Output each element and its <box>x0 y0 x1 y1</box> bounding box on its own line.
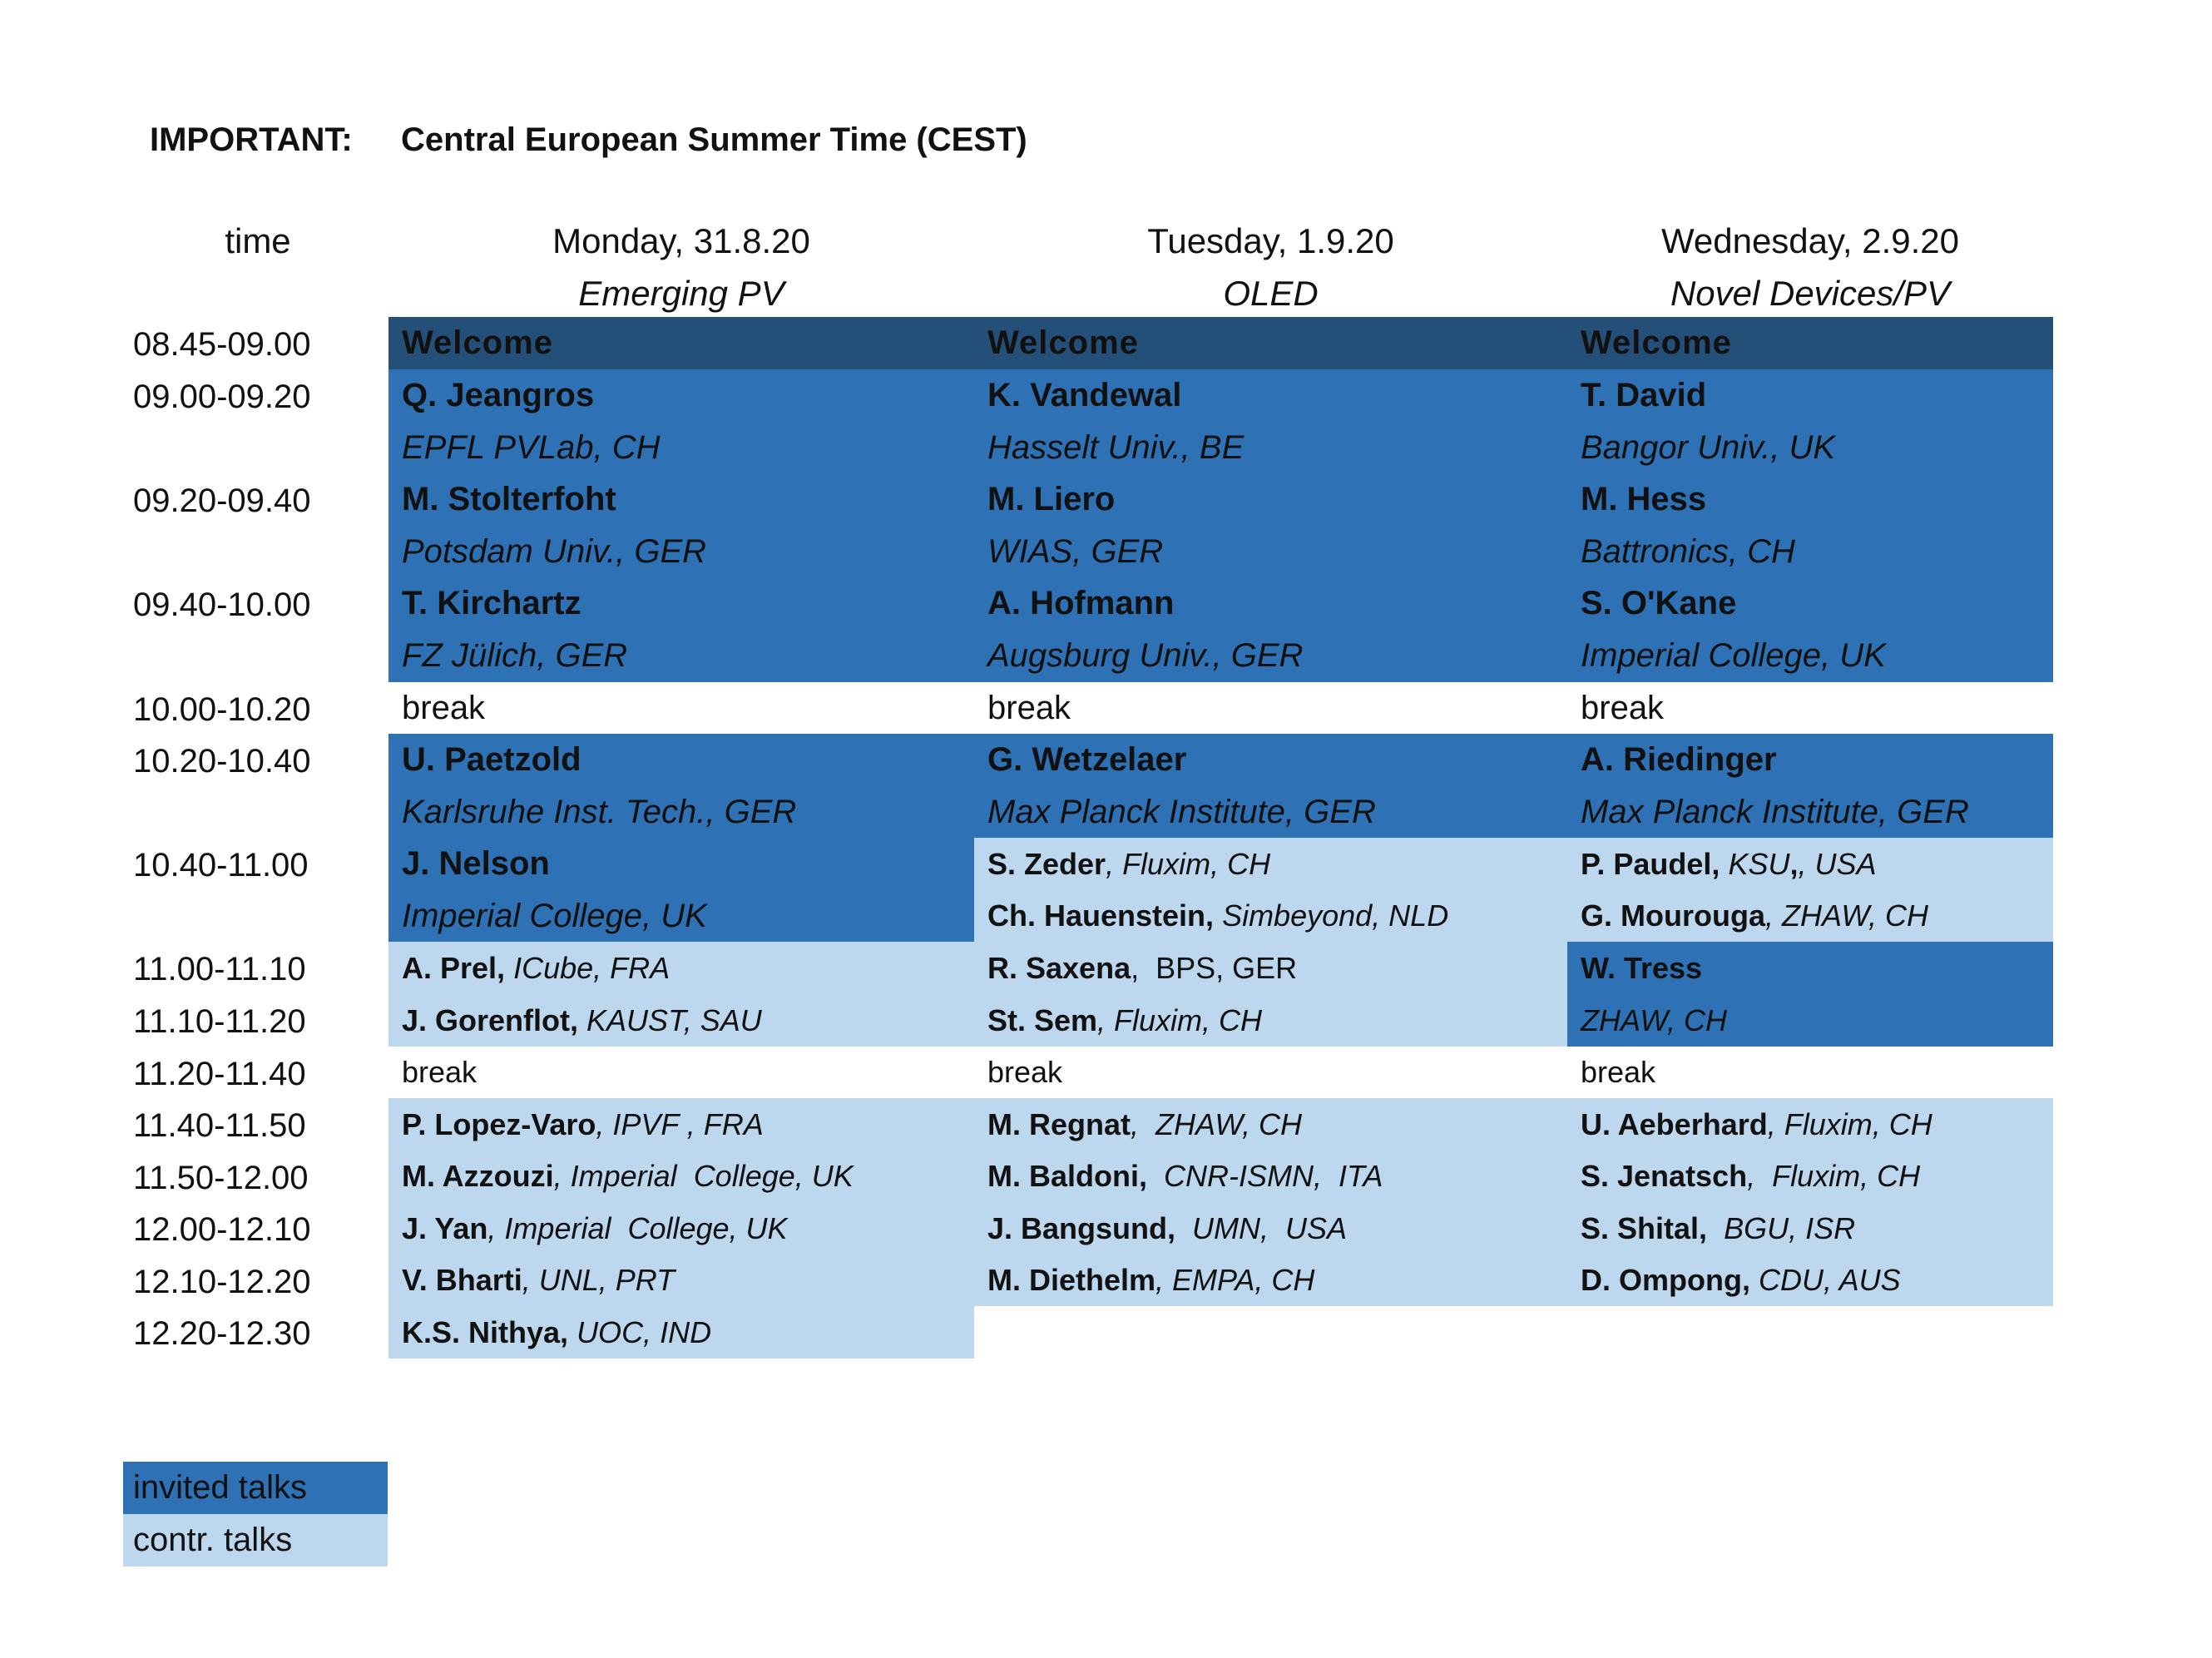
invited-speaker-name <box>974 734 1567 786</box>
speaker-name: D. Ompong, <box>1581 1263 1750 1297</box>
time-slot: 10.20-10.40 <box>133 743 311 780</box>
invited-speaker-affiliation <box>1567 786 2053 838</box>
tuesday-theme: OLED <box>1223 274 1319 313</box>
time-slot: 12.10-12.20 <box>133 1264 311 1300</box>
monday-theme: Emerging PV <box>578 274 784 313</box>
session-welcome <box>974 317 1567 369</box>
speaker-name: M. Liero <box>987 481 1116 517</box>
contributed-talk <box>974 890 1567 942</box>
speaker-name: A. Hofmann <box>987 585 1175 621</box>
affiliation-separator: , <box>1789 846 1799 881</box>
time-slot: 09.40-10.00 <box>133 586 311 623</box>
speaker-name: T. David <box>1581 377 1707 413</box>
legend-label: contr. talks <box>133 1522 293 1558</box>
contributed-talk <box>388 942 974 994</box>
speaker-affiliation: Hasselt Univ., BE <box>987 428 1245 466</box>
speaker-name: G. Mourouga <box>1581 898 1765 933</box>
speaker-affiliation: Simbeyond, NLD <box>1222 898 1449 933</box>
contributed-talk <box>388 1098 974 1151</box>
speaker-name: Ch. Hauenstein, <box>987 898 1215 933</box>
speaker-affiliation: , IPVF , FRA <box>596 1106 764 1141</box>
welcome-label: Welcome <box>987 324 1139 361</box>
break-label: break <box>1581 689 1665 726</box>
invited-speaker-name <box>388 369 974 422</box>
invited-speaker-name <box>388 838 974 890</box>
speaker-affiliation: KAUST, SAU <box>586 1002 762 1037</box>
speaker-affiliation: Imperial College, UK <box>1581 637 1886 674</box>
time-slot: 11.50-12.00 <box>133 1160 309 1196</box>
speaker-name: M. Azzouzi <box>402 1159 554 1193</box>
invited-speaker-affiliation <box>388 526 974 577</box>
speaker-country: , USA <box>1798 846 1877 881</box>
invited-speaker-name <box>974 473 1567 526</box>
break-label: break <box>987 689 1071 726</box>
speaker-name: S. Zeder <box>987 846 1106 881</box>
speaker-affiliation: EPFL PVLab, CH <box>402 428 661 466</box>
speaker-affiliation: , Imperial College, UK <box>553 1159 854 1193</box>
speaker-affiliation: , EMPA, CH <box>1155 1263 1315 1297</box>
legend-invited-talks <box>123 1462 388 1514</box>
break-slot <box>388 682 974 734</box>
speaker-name: A. Prel, <box>402 950 506 985</box>
invited-speaker-affiliation <box>974 630 1567 682</box>
invited-speaker-name <box>388 734 974 786</box>
speaker-affiliation: ICube, FRA <box>513 950 671 985</box>
speaker-name: P. Paudel, <box>1581 846 1720 881</box>
contributed-talk <box>974 838 1567 890</box>
speaker-affiliation: FZ Jülich, GER <box>402 637 628 674</box>
contributed-talk <box>974 1255 1567 1306</box>
break-slot <box>1567 682 2053 734</box>
contributed-talk <box>974 1151 1567 1202</box>
speaker-affiliation: UOC, IND <box>577 1314 712 1349</box>
speaker-name: R. Saxena <box>987 950 1131 985</box>
contributed-talk <box>388 1306 974 1359</box>
speaker-affiliation: , Fluxim, CH <box>1767 1106 1932 1141</box>
invited-speaker-affiliation <box>974 526 1567 577</box>
contributed-talk <box>1567 890 2053 942</box>
speaker-affiliation: , Fluxim, CH <box>1747 1159 1921 1193</box>
speaker-name: G. Wetzelaer <box>987 741 1187 778</box>
speaker-affiliation: CNR-ISMN, ITA <box>1164 1159 1383 1193</box>
speaker-affiliation: WIAS, GER <box>987 532 1164 570</box>
invited-speaker-affiliation <box>1567 422 2053 473</box>
invited-speaker-affiliation <box>1567 630 2053 682</box>
speaker-affiliation: , Fluxim, CH <box>1106 846 1271 881</box>
speaker-name: M. Hess <box>1581 481 1707 517</box>
speaker-name: W. Tress <box>1581 950 1703 985</box>
invited-speaker-affiliation <box>388 422 974 473</box>
speaker-name: U. Paetzold <box>402 741 581 778</box>
time-slot: 10.00-10.20 <box>133 691 311 728</box>
speaker-name: J. Gorenflot, <box>402 1002 579 1037</box>
speaker-name: S. Jenatsch <box>1581 1159 1748 1193</box>
time-column-header: time <box>225 221 291 260</box>
time-slot: 10.40-11.00 <box>133 847 309 883</box>
legend-contributed-talks <box>123 1514 388 1566</box>
speaker-affiliation: , UNL, PRT <box>522 1263 675 1297</box>
speaker-name: M. Stolterfoht <box>402 481 616 517</box>
speaker-affiliation: KSU <box>1728 846 1790 881</box>
speaker-affiliation: ZHAW, CH <box>1581 1002 1727 1037</box>
speaker-affiliation: , Fluxim, CH <box>1097 1002 1263 1037</box>
contributed-talk <box>388 1255 974 1306</box>
time-slot: 11.20-11.40 <box>133 1056 306 1092</box>
speaker-name: P. Lopez-Varo <box>402 1106 596 1141</box>
speaker-name: U. Aeberhard <box>1581 1106 1768 1141</box>
monday-date: Monday, 31.8.20 <box>552 221 810 260</box>
break-label: break <box>1581 1055 1656 1089</box>
time-slot: 12.00-12.10 <box>133 1211 311 1248</box>
speaker-name: St. Sem <box>987 1002 1098 1037</box>
contributed-talk <box>1567 1151 2053 1202</box>
invited-speaker-name <box>1567 369 2053 422</box>
contributed-talk <box>974 1202 1567 1255</box>
speaker-affiliation: Battronics, CH <box>1581 532 1795 570</box>
time-slot: 09.00-09.20 <box>133 379 311 415</box>
speaker-affiliation: Max Planck Institute, GER <box>987 793 1376 830</box>
speaker-affiliation: , BPS, GER <box>1131 950 1298 985</box>
invited-speaker-name <box>974 577 1567 630</box>
speaker-affiliation: , Imperial College, UK <box>487 1210 788 1245</box>
time-slot: 12.20-12.30 <box>133 1315 311 1352</box>
contributed-talk <box>974 1098 1567 1151</box>
speaker-name: J. Yan <box>402 1210 488 1245</box>
speaker-affiliation: Karlsruhe Inst. Tech., GER <box>402 793 797 830</box>
contributed-talk <box>974 942 1567 994</box>
speaker-name: M. Diethelm <box>987 1263 1156 1297</box>
invited-speaker-name <box>1567 734 2053 786</box>
invited-speaker-affiliation <box>1567 526 2053 577</box>
speaker-affiliation: Max Planck Institute, GER <box>1581 793 1969 830</box>
invited-speaker-name <box>388 473 974 526</box>
speaker-name: M. Regnat <box>987 1106 1131 1141</box>
speaker-name: S. Shital, <box>1581 1210 1708 1245</box>
time-slot: 09.20-09.40 <box>133 483 311 519</box>
speaker-name: M. Baldoni, <box>987 1159 1147 1193</box>
session-welcome <box>388 317 974 369</box>
break-label: break <box>402 689 486 726</box>
time-slot: 11.00-11.10 <box>133 951 306 987</box>
speaker-name: A. Riedinger <box>1581 741 1777 778</box>
invited-speaker-name <box>388 577 974 630</box>
speaker-affiliation: , ZHAW, CH <box>1764 898 1928 933</box>
wednesday-date: Wednesday, 2.9.20 <box>1660 221 1960 260</box>
invited-speaker-affiliation <box>388 890 974 942</box>
speaker-name: Q. Jeangros <box>402 377 595 413</box>
tuesday-date: Tuesday, 1.9.20 <box>1147 221 1394 260</box>
speaker-affiliation: CDU, AUS <box>1759 1263 1901 1297</box>
invited-speaker-name <box>974 369 1567 422</box>
important-label: IMPORTANT: <box>150 121 353 158</box>
contributed-talk <box>1567 1098 2053 1151</box>
contributed-talk <box>388 1202 974 1255</box>
speaker-name: T. Kirchartz <box>402 585 581 621</box>
contributed-talk <box>974 994 1567 1047</box>
time-slot: 11.10-11.20 <box>133 1003 306 1040</box>
welcome-label: Welcome <box>402 324 553 361</box>
time-slot: 11.40-11.50 <box>133 1107 306 1144</box>
wednesday-theme: Novel Devices/PV <box>1670 274 1951 313</box>
break-slot <box>388 1047 974 1098</box>
speaker-affiliation: Imperial College, UK <box>402 897 707 934</box>
invited-speaker-name <box>1567 942 2053 994</box>
timezone-note: Central European Summer Time (CEST) <box>401 121 1027 158</box>
speaker-name: J. Nelson <box>402 845 550 882</box>
speaker-name: S. O'Kane <box>1581 585 1737 621</box>
invited-speaker-name <box>1567 473 2053 526</box>
legend-label: invited talks <box>133 1469 307 1506</box>
speaker-name: K. Vandewal <box>987 377 1182 413</box>
speaker-affiliation: Augsburg Univ., GER <box>987 637 1304 674</box>
session-welcome <box>1567 317 2053 369</box>
speaker-affiliation: , ZHAW, CH <box>1131 1106 1303 1141</box>
invited-speaker-affiliation <box>1567 994 2053 1047</box>
contributed-talk <box>1567 1202 2053 1255</box>
invited-speaker-affiliation <box>388 630 974 682</box>
speaker-affiliation: BGU, ISR <box>1724 1210 1856 1245</box>
invited-speaker-affiliation <box>974 786 1567 838</box>
break-label: break <box>987 1055 1063 1089</box>
time-slot: 08.45-09.00 <box>133 326 311 363</box>
contributed-talk <box>1567 1255 2053 1306</box>
invited-speaker-name <box>1567 577 2053 630</box>
welcome-label: Welcome <box>1581 324 1732 361</box>
speaker-name: V. Bharti <box>402 1263 522 1297</box>
speaker-affiliation: Bangor Univ., UK <box>1581 428 1836 466</box>
invited-speaker-affiliation <box>388 786 974 838</box>
speaker-affiliation: UMN, USA <box>1192 1210 1348 1245</box>
contributed-talk <box>388 1151 974 1202</box>
contributed-talk <box>1567 838 2053 890</box>
break-slot <box>974 1047 1567 1098</box>
speaker-name: K.S. Nithya, <box>402 1314 569 1349</box>
speaker-affiliation: Potsdam Univ., GER <box>402 532 707 570</box>
speaker-name: J. Bangsund, <box>987 1210 1176 1245</box>
break-slot <box>974 682 1567 734</box>
contributed-talk <box>388 994 974 1047</box>
break-label: break <box>402 1055 478 1089</box>
break-slot <box>1567 1047 2053 1098</box>
invited-speaker-affiliation <box>974 422 1567 473</box>
